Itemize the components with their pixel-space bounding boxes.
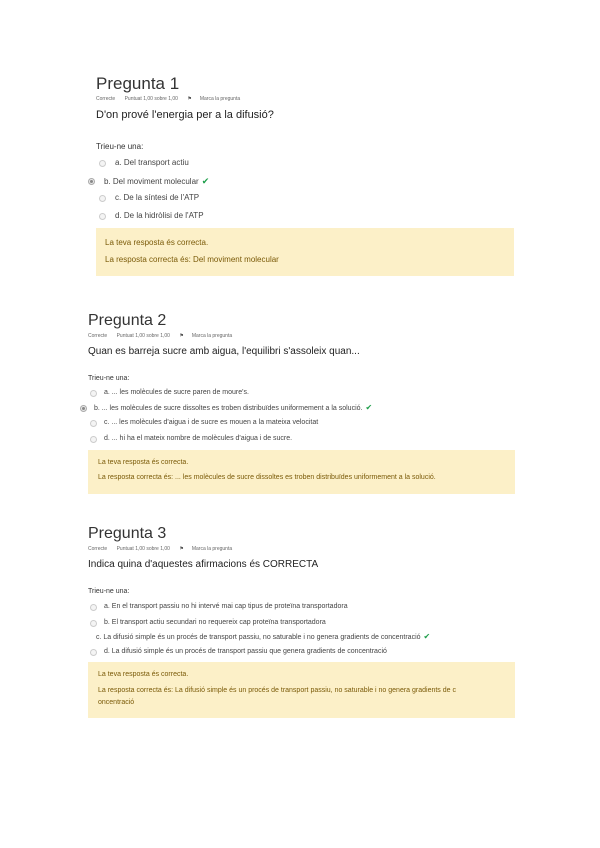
flag-label: Marca la pregunta	[191, 546, 233, 552]
question-text: D'on prové l'energia per a la difusió?	[96, 109, 274, 121]
feedback-answer: La resposta correcta és: La difusió simple és un procés de transport passiu, no saturable i no genera gradients de c	[98, 687, 456, 694]
flag-question-link[interactable]	[187, 96, 248, 102]
radio-button[interactable]	[99, 213, 106, 220]
option-d[interactable]	[99, 211, 204, 221]
check-icon: ✔	[201, 176, 210, 186]
option-label: c. De la síntesi de l'ATP	[115, 193, 200, 202]
radio-button[interactable]	[99, 160, 106, 167]
radio-button[interactable]	[90, 620, 97, 627]
answer-prompt: Trieu-ne una:	[88, 588, 130, 595]
score-text: Puntuat 1,00 sobre 1,00	[116, 546, 170, 552]
option-label: a. En el transport passiu no hi intervé mai cap tipus de proteïna transportadora	[104, 603, 348, 610]
question-title: Pregunta 1	[96, 74, 180, 93]
feedback-status: La teva resposta és correcta.	[105, 238, 209, 247]
option-label: b. ... les molècules de sucre dissoltes es troben distribuïdes uniformement a la solució.	[94, 405, 363, 412]
question-text: Indica quina d'aquestes afirmacions és CORRECTA	[88, 559, 319, 570]
feedback-answer: La resposta correcta és: ... les molècules de sucre dissoltes es troben distribuïdes uniformement a la solució.	[98, 474, 436, 481]
feedback-box	[96, 228, 514, 276]
flag-label: Marca la pregunta	[199, 96, 241, 102]
option-b[interactable]	[90, 618, 326, 628]
radio-button-selected[interactable]	[88, 178, 95, 185]
question-meta	[96, 96, 274, 103]
option-a[interactable]	[90, 602, 348, 612]
question-meta	[88, 333, 360, 340]
option-label: d. ... hi ha el mateix nombre de molècules d'aigua i de sucre.	[104, 435, 293, 442]
feedback-box	[88, 450, 515, 494]
option-d[interactable]	[90, 647, 387, 657]
question-meta	[88, 546, 318, 553]
radio-button[interactable]	[90, 649, 97, 656]
option-label: d. De la hidròlisi de l'ATP	[115, 211, 204, 220]
option-label: c. La difusió simple és un procés de transport passiu, no saturable i no genera gradients de concentració	[96, 634, 421, 641]
radio-button[interactable]	[99, 195, 106, 202]
status-text: Correcte	[88, 546, 108, 552]
option-c[interactable]	[99, 193, 199, 203]
flag-question-link[interactable]	[179, 333, 240, 339]
flag-label: Marca la pregunta	[191, 333, 233, 339]
answer-prompt: Trieu-ne una:	[96, 142, 144, 151]
feedback-answer: La resposta correcta és: Del moviment molecular	[105, 255, 279, 264]
question-1	[96, 74, 274, 122]
status-text: Correcte	[88, 333, 108, 339]
feedback-status: La teva resposta és correcta.	[98, 671, 189, 678]
check-icon: ✔	[365, 403, 373, 412]
radio-button[interactable]	[90, 436, 97, 443]
flag-icon: ⚑	[179, 546, 184, 552]
feedback-box	[88, 662, 515, 718]
option-c[interactable]	[90, 418, 318, 428]
feedback-status: La teva resposta és correcta.	[98, 459, 189, 466]
option-a[interactable]	[90, 388, 249, 398]
option-label: b. Del moviment molecular	[104, 177, 199, 186]
check-icon: ✔	[423, 632, 431, 641]
question-title: Pregunta 2	[88, 312, 167, 329]
score-text: Puntuat 1,00 sobre 1,00	[116, 333, 170, 339]
flag-icon: ⚑	[179, 333, 184, 339]
feedback-answer-continued: oncentració	[98, 699, 135, 706]
score-text: Puntuat 1,00 sobre 1,00	[124, 96, 178, 102]
option-label: b. El transport actiu secundari no requereix cap proteïna transportadora	[104, 619, 326, 626]
option-a[interactable]	[99, 158, 189, 168]
question-text: Quan es barreja sucre amb aigua, l'equilibri s'assoleix quan...	[88, 346, 360, 357]
radio-button[interactable]	[90, 420, 97, 427]
radio-button-selected[interactable]	[80, 405, 87, 412]
radio-button[interactable]	[90, 390, 97, 397]
option-label: a. ... les molècules de sucre paren de moure's.	[104, 389, 249, 396]
question-2	[88, 311, 360, 359]
option-label: d. La difusió simple és un procés de transport passiu que genera gradients de concentració	[104, 648, 387, 655]
option-c[interactable]	[82, 632, 430, 643]
option-d[interactable]	[90, 434, 292, 444]
question-3	[88, 524, 318, 572]
flag-icon: ⚑	[187, 96, 192, 102]
option-label: c. ... les molècules d'aigua i de sucre es mouen a la mateixa velocitat	[104, 419, 319, 426]
flag-question-link[interactable]	[179, 546, 240, 552]
option-b[interactable]	[80, 403, 372, 414]
radio-button[interactable]	[90, 604, 97, 611]
option-b[interactable]	[88, 176, 209, 187]
answer-prompt: Trieu-ne una:	[88, 375, 130, 382]
option-label: a. Del transport actiu	[115, 158, 189, 167]
question-title: Pregunta 3	[88, 525, 167, 542]
status-text: Correcte	[96, 96, 116, 102]
